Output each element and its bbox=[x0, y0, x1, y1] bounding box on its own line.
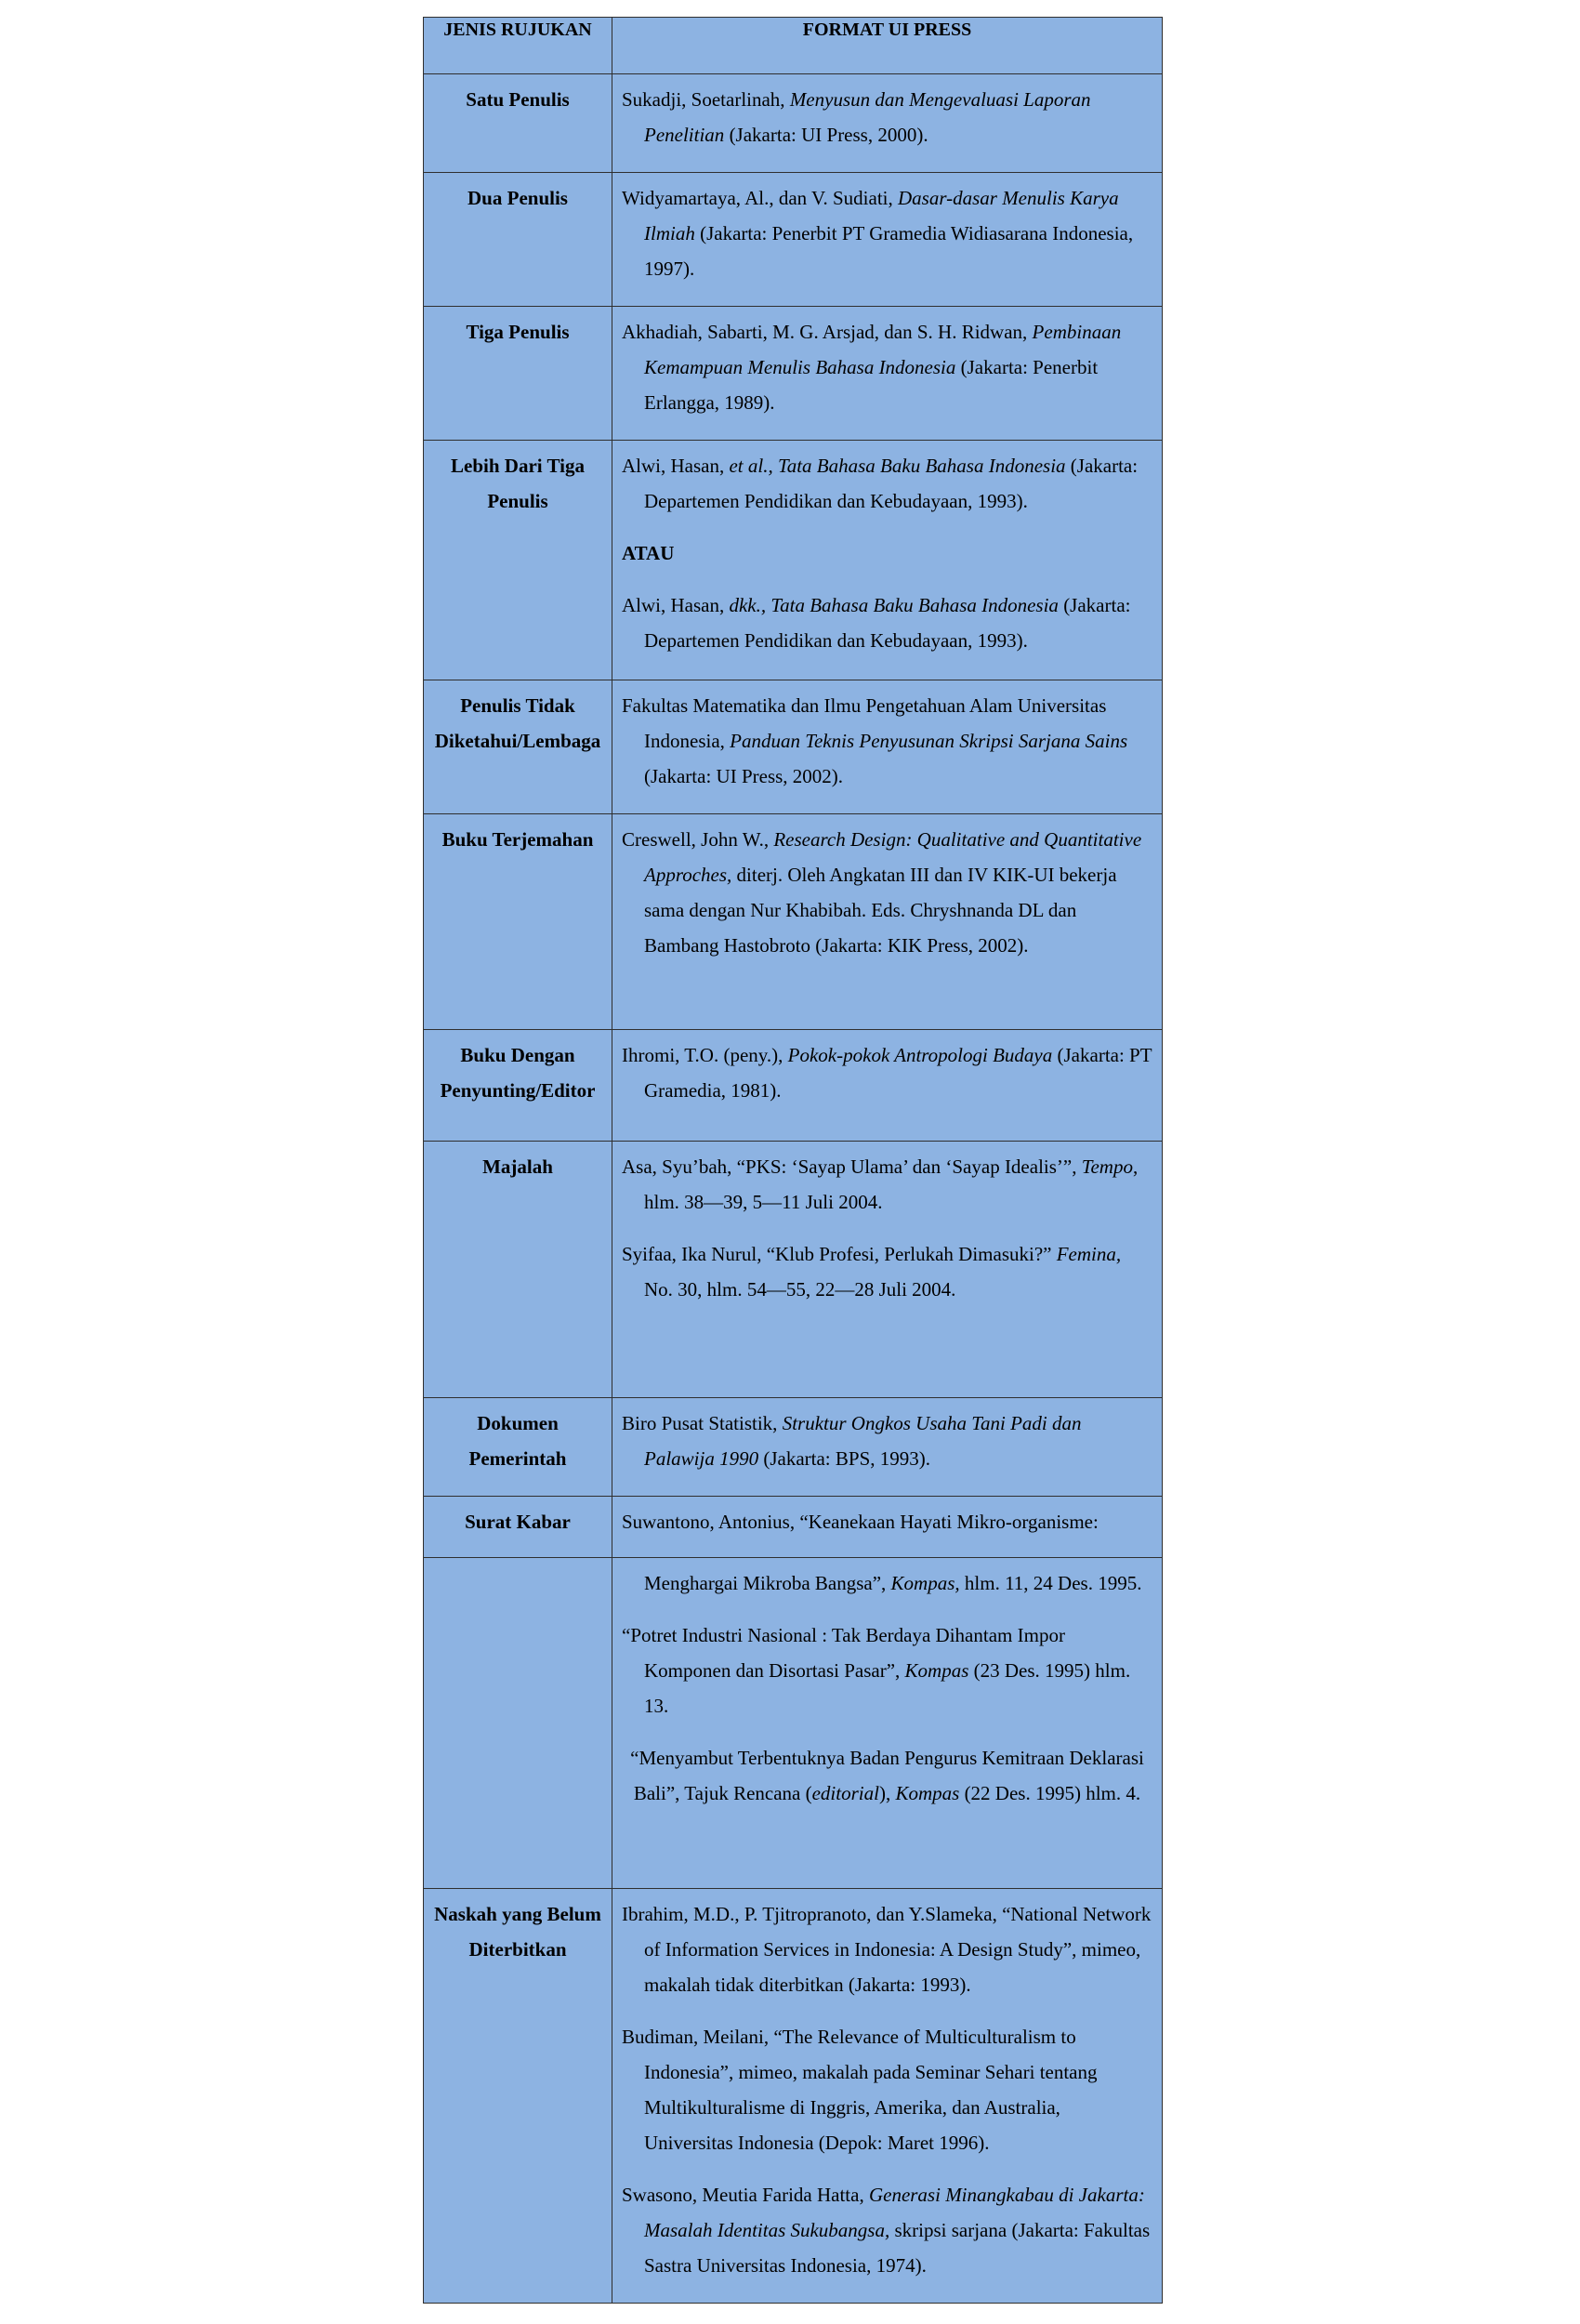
reference-entry: Menghargai Mikroba Bangsa”, Kompas, hlm. 11, 24 Des. 1995. bbox=[644, 1572, 1142, 1594]
table-row bbox=[424, 1558, 1163, 1889]
reference-entry: Widyamartaya, Al., dan V. Sudiati, Dasar-dasar Menulis Karya Ilmiah (Jakarta: Penerbit PT Gramedia Widiasarana Indonesia, 1997). bbox=[622, 187, 1134, 280]
table-row bbox=[424, 307, 1163, 441]
reference-entry: Suwantono, Antonius, “Keanekaan Hayati Mikro-organisme: bbox=[622, 1511, 1099, 1533]
format-cell bbox=[612, 1497, 1163, 1558]
format-cell bbox=[612, 1142, 1163, 1398]
category-cell: Naskah yang Belum Diterbitkan bbox=[424, 1889, 612, 2304]
table-row bbox=[424, 1142, 1163, 1398]
header-format-ui-press: FORMAT UI PRESS bbox=[612, 18, 1163, 74]
category-cell: Surat Kabar bbox=[424, 1497, 612, 1558]
reference-entry: Sukadji, Soetarlinah, Menyusun dan Mengevaluasi Laporan Penelitian (Jakarta: UI Press, 2000). bbox=[622, 88, 1091, 146]
table-row bbox=[424, 173, 1163, 307]
format-cell bbox=[612, 814, 1163, 1030]
format-cell bbox=[612, 680, 1163, 814]
reference-entry: Fakultas Matematika dan Ilmu Pengetahuan Alam Universitas Indonesia, Panduan Teknis Penyusunan Skripsi Sarjana Sains (Jakarta: UI Press, 2002). bbox=[622, 694, 1128, 787]
format-cell bbox=[612, 441, 1163, 680]
table-row bbox=[424, 814, 1163, 1030]
reference-entry: Asa, Syu’bah, “PKS: ‘Sayap Ulama’ dan ‘Sayap Idealis’”, Tempo, hlm. 38—39, 5—11 Juli 2004. bbox=[622, 1155, 1139, 1213]
table-row bbox=[424, 1030, 1163, 1142]
category-cell: Dokumen Pemerintah bbox=[424, 1398, 612, 1497]
reference-entry: Ibrahim, M.D., P. Tjitropranoto, dan Y.Slameka, “National Network of Information Services in Indonesia: A Design Study”, mimeo, makalah tidak diterbitkan (Jakarta: 1993). bbox=[622, 1903, 1152, 1996]
category-cell: Dua Penulis bbox=[424, 173, 612, 307]
reference-entry: “Potret Industri Nasional : Tak Berdaya Dihantam Impor Komponen dan Disortasi Pasar”, Kompas (23 Des. 1995) hlm. 13. bbox=[622, 1624, 1131, 1717]
format-cell bbox=[612, 1889, 1163, 2304]
header-jenis-rujukan: JENIS RUJUKAN bbox=[424, 18, 612, 74]
format-cell bbox=[612, 1398, 1163, 1497]
table-row bbox=[424, 1497, 1163, 1558]
reference-entry: Biro Pusat Statistik, Struktur Ongkos Usaha Tani Padi dan Palawija 1990 (Jakarta: BPS, 1993). bbox=[622, 1412, 1082, 1470]
alternative-label: ATAU bbox=[622, 542, 675, 564]
format-cell bbox=[612, 1558, 1163, 1889]
format-cell bbox=[612, 1030, 1163, 1142]
table-row bbox=[424, 1398, 1163, 1497]
category-cell: Buku Dengan Penyunting/Editor bbox=[424, 1030, 612, 1142]
reference-format-table bbox=[423, 17, 1163, 2304]
category-cell bbox=[424, 1558, 612, 1889]
reference-entry: Creswell, John W., Research Design: Qualitative and Quantitative Approches, diterj. Oleh Angkatan III dan IV KIK-UI bekerja sama dengan Nur Khabibah. Eds. Chryshnanda DL dan Bambang Hastobroto (Jakarta: KIK Press, 2002). bbox=[622, 828, 1142, 957]
category-cell: Tiga Penulis bbox=[424, 307, 612, 441]
reference-entry: Syifaa, Ika Nurul, “Klub Profesi, Perlukah Dimasuki?” Femina, No. 30, hlm. 54—55, 22—28 Juli 2004. bbox=[622, 1243, 1122, 1301]
reference-entry: Alwi, Hasan, dkk., Tata Bahasa Baku Bahasa Indonesia (Jakarta: Departemen Pendidikan dan Kebudayaan, 1993). bbox=[622, 594, 1131, 652]
category-cell: Majalah bbox=[424, 1142, 612, 1398]
reference-entry: Swasono, Meutia Farida Hatta, Generasi Minangkabau di Jakarta: Masalah Identitas Sukubangsa, skripsi sarjana (Jakarta: Fakultas Sastra Universitas Indonesia, 1974). bbox=[622, 2184, 1151, 2277]
table-row bbox=[424, 74, 1163, 173]
format-cell bbox=[612, 173, 1163, 307]
reference-entry: “Menyambut Terbentuknya Badan Pengurus Kemitraan Deklarasi Bali”, Tajuk Rencana (editorial), Kompas (22 Des. 1995) hlm. 4. bbox=[630, 1747, 1144, 1804]
table-row bbox=[424, 441, 1163, 680]
category-cell: Penulis Tidak Diketahui/Lembaga bbox=[424, 680, 612, 814]
format-cell bbox=[612, 307, 1163, 441]
reference-entry: Ihromi, T.O. (peny.), Pokok-pokok Antropologi Budaya (Jakarta: PT Gramedia, 1981). bbox=[622, 1044, 1152, 1102]
category-cell: Lebih Dari Tiga Penulis bbox=[424, 441, 612, 680]
reference-entry: Budiman, Meilani, “The Relevance of Multiculturalism to Indonesia”, mimeo, makalah pada Seminar Sehari tentang Multikulturalisme di Inggris, Amerika, dan Australia, Universitas Indonesia (Depok: Maret 1996). bbox=[622, 2026, 1098, 2154]
category-cell: Satu Penulis bbox=[424, 74, 612, 173]
table-row bbox=[424, 680, 1163, 814]
table-header-row bbox=[424, 18, 1163, 74]
reference-entry: Alwi, Hasan, et al., Tata Bahasa Baku Bahasa Indonesia (Jakarta: Departemen Pendidikan dan Kebudayaan, 1993). bbox=[622, 455, 1139, 512]
format-cell bbox=[612, 74, 1163, 173]
category-cell: Buku Terjemahan bbox=[424, 814, 612, 1030]
table-row bbox=[424, 1889, 1163, 2304]
reference-entry: Akhadiah, Sabarti, M. G. Arsjad, dan S. H. Ridwan, Pembinaan Kemampuan Menulis Bahasa Indonesia (Jakarta: Penerbit Erlangga, 1989). bbox=[622, 321, 1122, 414]
